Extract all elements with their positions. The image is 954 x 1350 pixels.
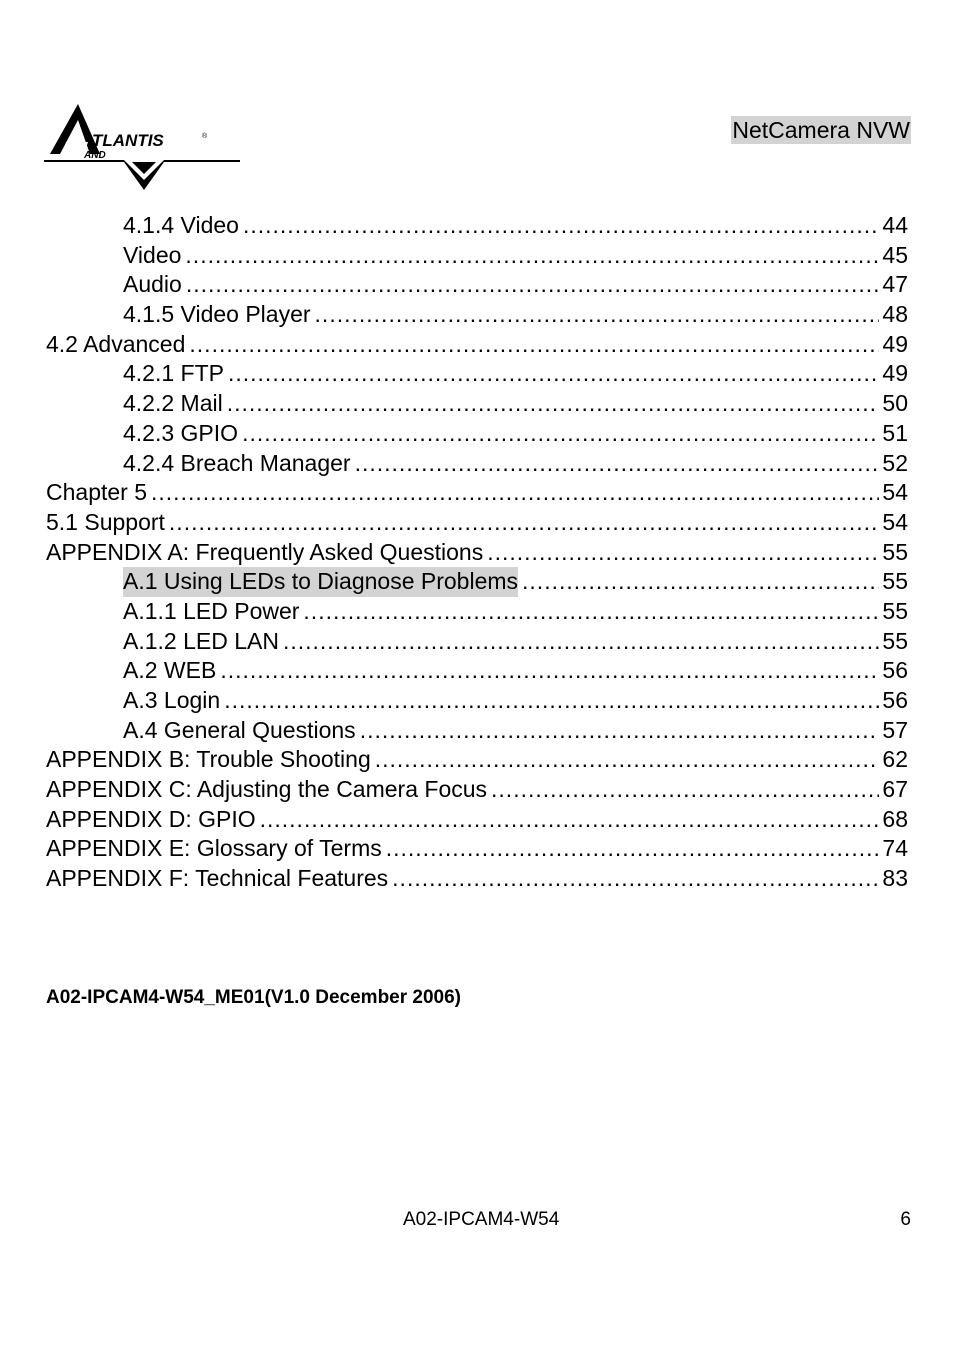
toc-entry-title: 4.2 Advanced — [46, 330, 186, 357]
toc-entry[interactable] — [46, 805, 908, 835]
toc-dot-leader — [185, 241, 879, 271]
toc-entry[interactable] — [46, 508, 908, 538]
toc-entry[interactable] — [46, 241, 908, 271]
toc-entry-title: 4.2.3 GPIO — [123, 419, 239, 446]
toc-dot-leader — [260, 805, 880, 835]
toc-entry-page: 44 — [882, 212, 908, 238]
toc-entry-title: A.1.1 LED Power — [123, 597, 300, 624]
toc-dot-leader — [303, 597, 879, 627]
toc-entry[interactable] — [46, 449, 908, 479]
toc-dot-leader — [355, 449, 880, 479]
toc-entry-title: 4.1.4 Video — [123, 212, 239, 238]
toc-entry-title: Audio — [123, 271, 182, 298]
toc-entry-page: 67 — [882, 776, 908, 803]
toc-entry-title: A.1.2 LED LAN — [123, 627, 279, 654]
toc-entry-page: 54 — [882, 479, 908, 506]
toc-entry-page: 68 — [882, 805, 908, 832]
toc-entry-title: APPENDIX B: Trouble Shooting — [46, 746, 371, 773]
svg-text:®: ® — [202, 133, 208, 140]
toc-entry[interactable] — [46, 627, 908, 657]
toc-dot-leader — [491, 775, 879, 805]
toc-dot-leader — [169, 508, 879, 538]
toc-entry-page: 55 — [882, 568, 908, 595]
toc-entry[interactable] — [46, 211, 908, 241]
toc-entry[interactable] — [46, 834, 908, 864]
toc-entry-title: 5.1 Support — [46, 508, 165, 535]
toc-entry[interactable] — [46, 745, 908, 775]
toc-entry-page: 56 — [882, 687, 908, 713]
toc-entry-page: 62 — [882, 746, 908, 773]
toc-entry[interactable] — [46, 716, 908, 746]
toc-entry-page: 55 — [882, 597, 908, 624]
toc-entry-page: 47 — [882, 271, 908, 298]
toc-entry-title: 4.2.2 Mail — [123, 390, 223, 417]
toc-entry-page: 52 — [882, 449, 908, 476]
toc-dot-leader — [392, 864, 879, 894]
toc-dot-leader — [151, 478, 879, 508]
toc-entry-title: 4.2.1 FTP — [123, 360, 224, 387]
toc-dot-leader — [487, 538, 879, 568]
toc-entry-title: A.4 General Questions — [123, 716, 356, 743]
toc-dot-leader — [360, 716, 880, 746]
toc-entry[interactable] — [46, 538, 908, 568]
toc-dot-leader — [186, 270, 880, 300]
toc-entry-title: A.1 Using LEDs to Diagnose Problems — [123, 567, 518, 597]
toc-entry-title: Chapter 5 — [46, 479, 148, 506]
toc-entry-title: APPENDIX C: Adjusting the Camera Focus — [46, 776, 488, 803]
toc-entry-title: APPENDIX F: Technical Features — [46, 865, 389, 892]
toc-dot-leader — [242, 419, 879, 449]
toc-entry-title: APPENDIX E: Glossary of Terms — [46, 835, 382, 862]
toc-dot-leader — [283, 627, 879, 657]
toc-entry[interactable] — [46, 359, 908, 389]
document-code: A02-IPCAM4-W54_ME01(V1.0 December 2006) — [46, 987, 462, 1008]
toc-entry-title: A.2 WEB — [123, 657, 217, 684]
toc-entry[interactable] — [46, 300, 908, 330]
toc-entry-page: 51 — [882, 419, 908, 446]
toc-entry[interactable] — [46, 864, 908, 894]
document-header-title: NetCamera NVW — [732, 117, 910, 143]
toc-entry[interactable] — [46, 567, 908, 597]
footer-page-number: 6 — [900, 1209, 911, 1230]
toc-entry-page: 57 — [882, 716, 908, 743]
toc-entry[interactable] — [46, 389, 908, 419]
table-of-contents — [46, 211, 908, 894]
toc-dot-leader — [375, 745, 880, 775]
toc-entry-page: 49 — [882, 360, 908, 387]
toc-dot-leader — [386, 834, 880, 864]
svg-text:AND: AND — [84, 150, 106, 161]
toc-entry[interactable] — [46, 775, 908, 805]
toc-entry-page: 49 — [882, 330, 908, 357]
toc-entry-page: 45 — [882, 241, 908, 268]
toc-dot-leader — [243, 211, 879, 241]
toc-entry-title: 4.1.5 Video Player — [123, 301, 311, 328]
toc-entry-page: 48 — [882, 301, 908, 328]
toc-entry-page: 74 — [882, 835, 908, 862]
toc-dot-leader — [224, 686, 879, 716]
toc-entry[interactable] — [46, 419, 908, 449]
toc-entry-page: 55 — [882, 538, 908, 565]
toc-entry-title: A.3 Login — [123, 687, 221, 713]
toc-entry-title: Video — [123, 241, 182, 268]
atlantis-land-logo — [44, 104, 244, 194]
svg-text:TLANTIS: TLANTIS — [92, 131, 164, 150]
toc-entry-title: APPENDIX A: Frequently Asked Questions — [46, 538, 484, 565]
footer-product-code: A02-IPCAM4-W54 — [403, 1209, 560, 1230]
toc-dot-leader — [315, 300, 880, 330]
toc-dot-leader — [227, 389, 880, 419]
toc-entry[interactable] — [46, 597, 908, 627]
toc-entry-page: 55 — [882, 627, 908, 654]
toc-entry-title: APPENDIX D: GPIO — [46, 805, 256, 832]
toc-entry[interactable] — [46, 686, 908, 716]
toc-entry-title: 4.2.4 Breach Manager — [123, 449, 351, 476]
toc-dot-leader — [189, 330, 879, 360]
toc-entry-page: 56 — [882, 657, 908, 684]
toc-dot-leader — [220, 656, 879, 686]
toc-entry[interactable] — [46, 330, 908, 360]
toc-dot-leader — [228, 359, 879, 389]
toc-entry-page: 83 — [882, 865, 908, 892]
toc-dot-leader — [522, 567, 879, 597]
toc-entry-page: 50 — [882, 390, 908, 417]
toc-entry[interactable] — [46, 478, 908, 508]
toc-entry[interactable] — [46, 270, 908, 300]
toc-entry-page: 54 — [882, 508, 908, 535]
toc-entry[interactable] — [46, 656, 908, 686]
